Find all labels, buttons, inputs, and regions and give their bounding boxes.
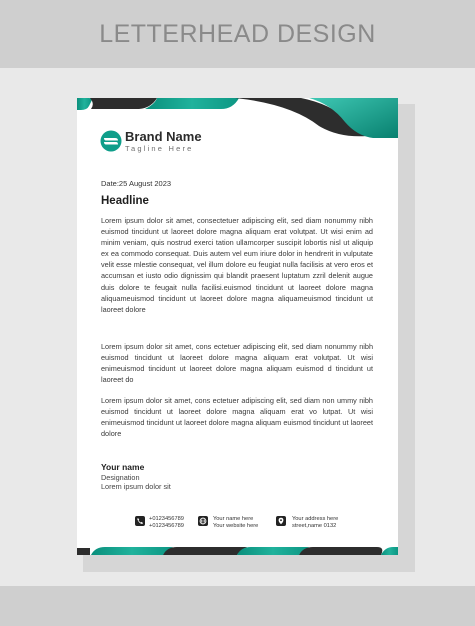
body-paragraph: Lorem ipsum dolor sit amet, consectetuer adipiscing elit, sed diam nonummy nibh euismod tincidunt ut laoreet dolore magna aliquam erat volutpat. Ut wisi enim ad minim veniam, quis nostrud exerci tation ullamcorper suscipit lobortis nisl ut aliquip ex ea commodo consequat. Duis autem vel eum iriure dolor in hendrerit in vulputate velit esse mlestie consequat, vel illum dolore eu feugiat nulla facilisis at vero eros et accumsan et iusto odio dignissim qui blandit praesent luptatum zzril delenit augue duis dolore te feugait nulla facilisi.euismod tincidunt ut laoreet dolore magna aliquameuismod tincidunt ut laoreet dolore magna aliquameuismod tincidunt ut laoreet dolore (101, 216, 373, 314)
body-paragraph: Lorem ipsum dolor sit amet, cons ectetuer adipiscing elit, sed diam nonummy nibh euismod tincidunt ut laoreet dolore magna aliquam erat volutpat. Ut wisi enimeuismod tincidunt ut laoreet dolore magna aliquam euismod d tincidunt ut laoreet do (101, 342, 373, 385)
header-teal-middle (145, 98, 239, 109)
footer-dark-right (299, 547, 382, 555)
contact-phone-2: +0123456789 (149, 523, 184, 529)
contact-website: Your website here (213, 523, 259, 529)
bottom-band (0, 586, 475, 626)
body-paragraph: Lorem ipsum dolor sit amet, cons ectetuer adipiscing elit, sed diam non ummy nibh euismod tincidunt ut laoreet dolore magna aliquam erat vo lutpat. Ut wisi enimeuismod tincidunt ut laoreet dolore magna aliquam euismod tincidunt ut laoreet dolore (101, 396, 373, 439)
letterhead-sheet (77, 98, 398, 555)
signature-text: Lorem ipsum dolor sit (101, 482, 171, 491)
contact-name-line: Your name here (213, 516, 254, 522)
footer-teal-right (381, 547, 398, 555)
brand-tagline: Tagline Here (125, 144, 194, 153)
signature-name: Your name (101, 462, 145, 472)
brand-logo-icon (100, 130, 122, 152)
letter-date: Date:25 August 2023 (101, 179, 172, 188)
location-pin-icon (276, 516, 286, 526)
header-dark-left (90, 98, 157, 109)
footer-dark-middle (163, 547, 247, 555)
globe-icon (198, 516, 208, 526)
footer-teal-left (91, 547, 173, 555)
signature-designation: Designation (101, 473, 140, 482)
footer-dark-left (77, 548, 90, 555)
brand-name: Brand Name (125, 129, 202, 144)
top-banner (0, 0, 475, 68)
contact-address-2: street,name 0132 (292, 523, 337, 529)
contact-address-1: Your address here (292, 516, 339, 522)
letter-headline: Headline (101, 195, 149, 207)
footer-teal-middle (237, 547, 309, 555)
contact-phone-1: +0123456789 (149, 516, 184, 522)
banner-title: LETTERHEAD DESIGN (99, 20, 376, 48)
phone-icon (135, 516, 145, 526)
header-teal-left (77, 98, 92, 110)
